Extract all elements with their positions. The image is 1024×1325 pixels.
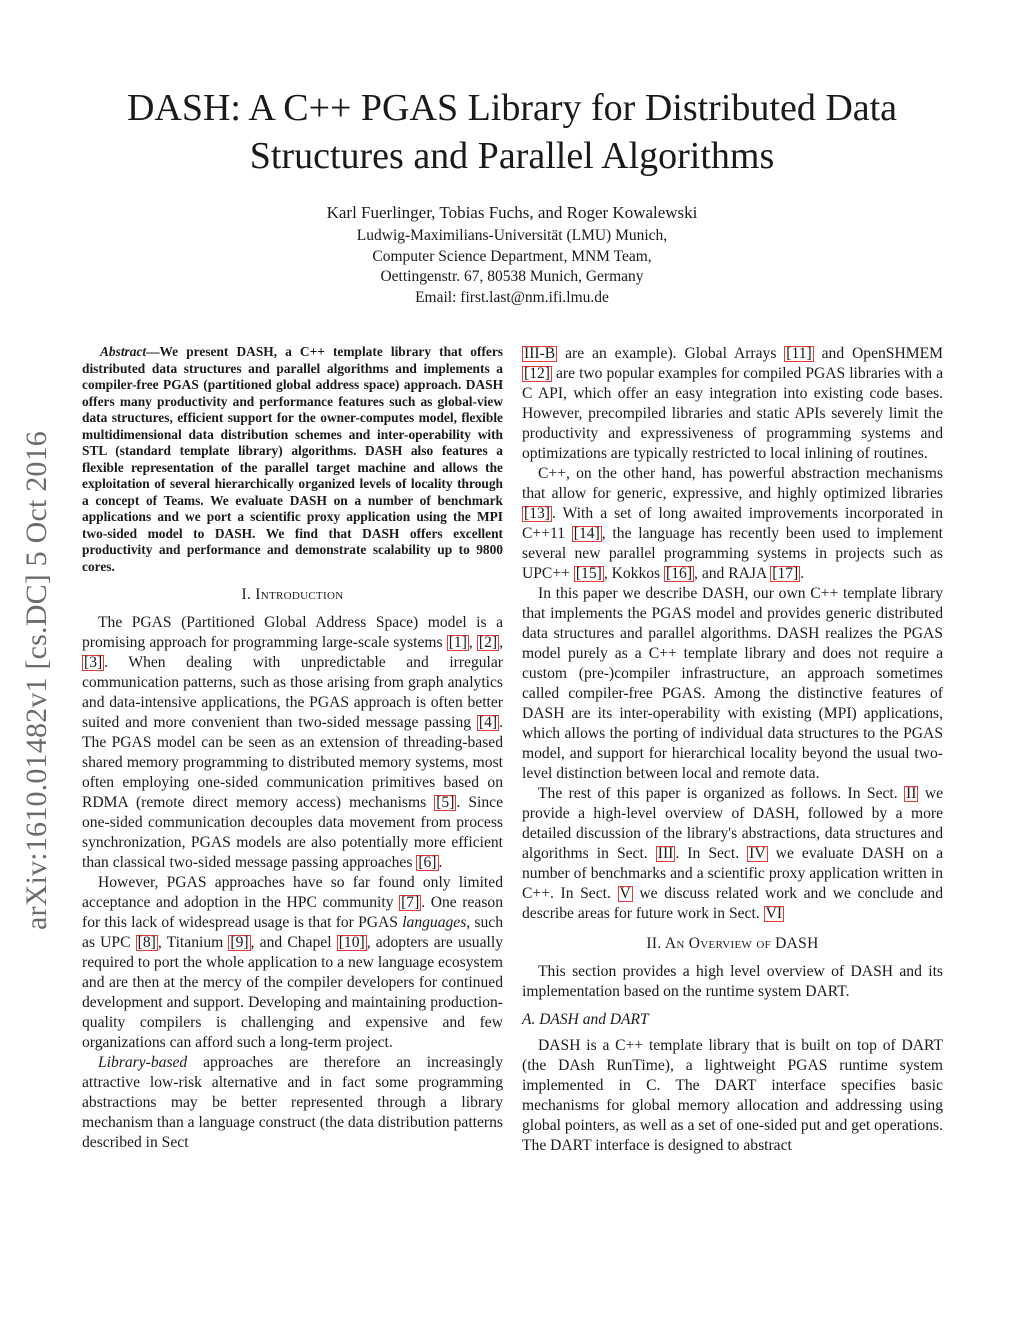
section-ref-link[interactable]: V [619,885,631,902]
citation-link[interactable]: [4] [478,714,498,731]
citation-link[interactable]: [11] [786,345,812,362]
citation-link[interactable]: [9] [230,934,249,951]
left-column [82,344,503,1153]
paper-title [60,84,964,180]
paragraph: The rest of this paper is organized as follows. In Sect. II we provide a high-level overview of DASH, followed by a more detailed discussion of the library's abstractions, data structures and algorithms in Sect. III . In Sect. IV we evaluate DASH on a number of benchmarks and a scientific proxy application written in C++. In Sect. V we discuss related work and we conclude and describe areas for future work in Sect. VI [522,785,943,922]
abstract-text: —We present DASH, a C++ template library that offers distributed data structures and parallel algorithms and implements a compiler-free PGAS (partitioned global address space) approach. DASH offers many productivity and performance features such as global-view data structures, efficient support for the owner-computes model, flexible multidimensional data distribution schemes and inter-operability with STL (standard template library) algorithms. DASH also features a flexible representation of the parallel target machine and allows the exploitation of several hierarchically organized levels of locality through a concept of Teams. We evaluate DASH on a number of benchmark applications and we port a scientific proxy application using the MPI two-sided model to DASH. We find that DASH offers excellent productivity and performance and demonstrate scalability up to 9800 cores. [82,344,503,574]
title-line-2: Structures and Parallel Algorithms [249,135,775,177]
section-ref-link[interactable]: III [657,845,674,862]
subsection-heading: A. DASH and DART [522,1011,649,1028]
citation-link[interactable]: [2] [478,634,498,651]
citation-link[interactable]: [8] [137,934,156,951]
citation-link[interactable]: [16] [666,565,693,582]
affiliation-line: Computer Science Department, MNM Team, [372,247,652,265]
paragraph-text-split: approaches are therefore an increasingly attractive low-risk alternative and in fact some programming abstractions may be better represented through a library mechanism than a language construct (the data distribution patterns described in Sect [82,1054,503,1151]
section-heading-overview: II. An Overview of DASH [646,935,819,952]
section-ref-link[interactable]: VI [765,905,783,922]
citation-link[interactable]: [14] [573,525,600,542]
citation-link[interactable]: [12] [524,365,550,382]
title-line-1: DASH: A C++ PGAS Library for Distributed Data [126,87,898,129]
citation-link[interactable]: [5] [436,794,455,811]
paragraph-continued: III-B are an example). Global Arrays [11] and OpenSHMEM [12] are two popular examples for compiled PGAS libraries with a C API, which offer an easy integration into existing code bases. However, precompiled libraries and static APIs severely limit the productivity and expressiveness of programming systems and optimizations are typically restricted to local inlining of routines. [522,345,943,462]
paragraph: DASH is a C++ template library that is built on top of DART (the DAsh RunTime), a lightweight PGAS runtime system implemented in C. The DART interface specifies basic mechanisms for global memory allocation and addressing using global pointers, as well as a set of one-sided put and get operations. The DART interface is designed to abstract [522,1037,943,1154]
abstract [82,344,503,575]
right-column [522,344,943,1156]
paragraph: However, PGAS approaches have so far found only limited acceptance and adoption in the HPC community [7] . One reason for this lack of widespread usage is that for PGAS languages, such as UPC [8] , Titanium [9] , and Chapel [10] , adopters are usually required to port the whole application to a new language ecosystem and are then at the mercy of the compiler developers for continued development and support. Developing and maintaining production-quality compilers is challenging and expensive and few organizations can afford such a long-term project. [82,874,504,1051]
author-list: Karl Fuerlinger, Tobias Fuchs, and Roger Kowalewski [326,203,698,222]
affiliation-line: Oettingenstr. 67, 80538 Munich, Germany [380,268,644,285]
citation-link[interactable]: [15] [575,565,602,582]
section-ref-link[interactable]: II [906,785,917,802]
citation-link[interactable]: [7] [401,894,420,911]
citation-link[interactable]: [17] [772,565,799,582]
affiliation-line: Ludwig-Maximilians-Universität (LMU) Munich, [356,227,668,244]
paragraph: In this paper we describe DASH, our own C++ template library that implements the PGAS model and provides generic distributed data structures and parallel algorithms. DASH realizes the PGAS model purely as a C++ template library and does not require a custom (pre-)compiler infrastructure, an approach sometimes called compiler-free PGAS. Among the distinctive features of DASH are its inter-operability with existing (MPI) applications, which allows the porting of individual data structures to the PGAS model, and support for hierarchical locality beyond the usual two-level distinction between local and remote data. [522,585,943,782]
citation-link[interactable]: [13] [524,505,550,522]
arxiv-identifier: arXiv:1610.01482v1 [cs.DC] 5 Oct 2016 [20,430,53,930]
paragraph: Library-based approaches are therefore an increasingly attractive low-risk alternative and in fact some programming abstractions may be better represented through a library mechanism than a language construct (the data distribution patterns described in Sect [82,1054,503,1151]
citation-link[interactable]: [10] [338,934,365,951]
paragraph: The PGAS (Partitioned Global Address Space) model is a promising approach for programming large-scale systems [1] , [2] , [3] . When dealing with unpredictable and irregular communication patterns, such as those arising from graph analytics and data-intensive applications, the PGAS approach is often better suited and more convenient than two-sided message passing [4] . The PGAS model can be seen as an extension of threading-based shared memory programming to distributed memory systems, most often employing one-sided communication primitives based on RDMA (remote direct memory access) mechanisms [5] . Since one-sided communication decouples data movement from process synchronization, PGAS models are also potentially more efficient than classical two-sided message passing approaches [6] . [82,614,504,871]
citation-link[interactable]: [3] [84,654,103,671]
section-heading-introduction: I. Introduction [241,586,344,603]
citation-link[interactable]: [1] [448,634,467,651]
abstract-label: Abstract [100,344,147,359]
paragraph: C++, on the other hand, has powerful abstraction mechanisms that allow for generic, expressive, and highly optimized libraries [13] . With a set of long awaited improvements incorporated in C++11 [14] , the language has recently been used to implement several new parallel programming systems in projects such as UPC++ [15] , Kokkos [16] , and RAJA [17] . [522,465,944,582]
email-line: Email: first.last@nm.ifi.lmu.de [415,288,609,306]
author-block [150,202,874,308]
citation-link[interactable]: [6] [418,854,437,871]
paragraph: This section provides a high level overview of DASH and its implementation based on the runtime system DART. [522,963,943,1000]
section-ref-link[interactable]: III-B [524,345,556,362]
section-ref-link[interactable]: IV [749,845,766,862]
